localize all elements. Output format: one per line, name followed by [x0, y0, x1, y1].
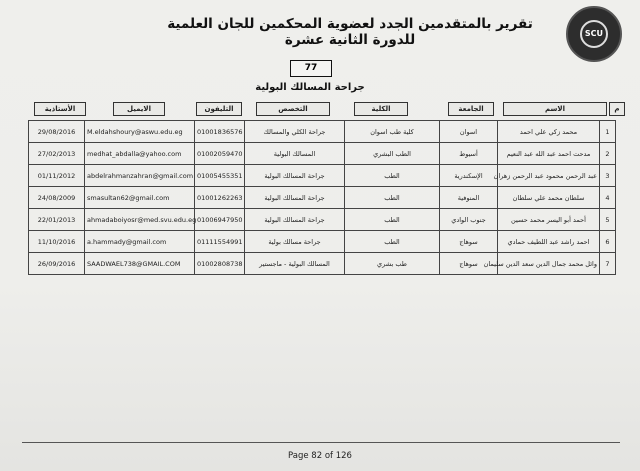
row-number-cell: 1 [600, 121, 616, 143]
faculty-cell: الطب [345, 187, 440, 209]
faculty-cell: الطب [345, 231, 440, 253]
university-cell: المنوفية [440, 187, 498, 209]
university-cell: جنوب الوادي [440, 209, 498, 231]
professorship-date-cell: 22/01/2013 [29, 209, 85, 231]
header-phone: التليفون [196, 102, 242, 116]
email-cell: a.hammady@gmail.com [85, 231, 195, 253]
name-cell: مدحت احمد عبد الله عبد النعيم [498, 143, 600, 165]
professorship-date-cell: 11/10/2016 [29, 231, 85, 253]
name-cell: أحمد أبو اليسر محمد حسين [498, 209, 600, 231]
header-faculty: الكلية [354, 102, 408, 116]
row-number-cell: 5 [600, 209, 616, 231]
university-cell: اسوان [440, 121, 498, 143]
specialization-cell: المسالك البولية [245, 143, 345, 165]
specialization-cell: جراحة الكلي والمسالك [245, 121, 345, 143]
name-cell: محمد زكي علي احمد [498, 121, 600, 143]
specialty-heading: جراحة المسالك البولية [255, 82, 365, 93]
email-cell: medhat_abdalla@yahoo.com [85, 143, 195, 165]
table-header [0, 102, 640, 116]
page-title: تقرير بالمتقدمين الجدد لعضوية المحكمين للجان العلمية للدورة الثانية عشرة [167, 16, 533, 48]
email-cell: SAADWAEL738@GMAIL.COM [85, 253, 195, 275]
university-cell: سوهاج [440, 253, 498, 275]
university-cell: الإسكندرية [440, 165, 498, 187]
faculty-cell: الطب [345, 165, 440, 187]
name-cell: احمد راشد عبد اللطيف حمادي [498, 231, 600, 253]
phone-cell: 01005455351 [195, 165, 245, 187]
university-cell: سوهاج [440, 231, 498, 253]
faculty-cell: الطب البشري [345, 143, 440, 165]
phone-cell: 01006947950 [195, 209, 245, 231]
specialization-cell: المسالك البولية - ماجستير [245, 253, 345, 275]
phone-cell: 01111554991 [195, 231, 245, 253]
applicant-count: 77 [290, 60, 332, 77]
header-num: م [609, 102, 625, 116]
row-number-cell: 4 [600, 187, 616, 209]
row-number-cell: 7 [600, 253, 616, 275]
row-number-cell: 3 [600, 165, 616, 187]
header-email: الايميل [113, 102, 165, 116]
specialization-cell: جراحة مسالك بولية [245, 231, 345, 253]
phone-cell: 01002808738 [195, 253, 245, 275]
specialization-cell: جراحة المسالك البولية [245, 187, 345, 209]
professorship-date-cell: 26/09/2016 [29, 253, 85, 275]
footer-divider [22, 442, 620, 443]
logo-text: SCU [580, 20, 608, 48]
university-cell: أسيوط [440, 143, 498, 165]
name-cell: سلطان محمد علي سلطان [498, 187, 600, 209]
table-row [29, 121, 616, 143]
table-row [29, 231, 616, 253]
university-logo [566, 6, 622, 62]
header-university: الجامعة [448, 102, 494, 116]
table-row [29, 209, 616, 231]
professorship-date-cell: 27/02/2013 [29, 143, 85, 165]
header-professorship: الأستاذية [34, 102, 86, 116]
phone-cell: 01002059470 [195, 143, 245, 165]
name-cell: عبد الرحمن محمود عبد الرحمن زهران [498, 165, 600, 187]
specialization-cell: جراحة المسالك البولية [245, 165, 345, 187]
email-cell: smasultan62@gmail.com [85, 187, 195, 209]
phone-cell: 01001836576 [195, 121, 245, 143]
table-row [29, 165, 616, 187]
faculty-cell: كلية طب اسوان [345, 121, 440, 143]
header-specialization: التخصص [256, 102, 330, 116]
professorship-date-cell: 29/08/2016 [29, 121, 85, 143]
specialization-cell: جراحة المسالك البولية [245, 209, 345, 231]
phone-cell: 01001262263 [195, 187, 245, 209]
applicants-table [28, 120, 616, 275]
page-number: Page 82 of 126 [288, 451, 352, 461]
row-number-cell: 2 [600, 143, 616, 165]
name-cell: وائل محمد جمال الدين سعد الدين سليمان [498, 253, 600, 275]
professorship-date-cell: 01/11/2012 [29, 165, 85, 187]
row-number-cell: 6 [600, 231, 616, 253]
email-cell: ahmadaboiyosr@med.svu.edu.eg [85, 209, 195, 231]
email-cell: M.eldahshoury@aswu.edu.eg [85, 121, 195, 143]
table-row [29, 143, 616, 165]
faculty-cell: طب بشري [345, 253, 440, 275]
professorship-date-cell: 24/08/2009 [29, 187, 85, 209]
table-row [29, 253, 616, 275]
header-name: الاسم [503, 102, 607, 116]
email-cell: abdelrahmanzahran@gmail.com [85, 165, 195, 187]
faculty-cell: الطب [345, 209, 440, 231]
table-row [29, 187, 616, 209]
